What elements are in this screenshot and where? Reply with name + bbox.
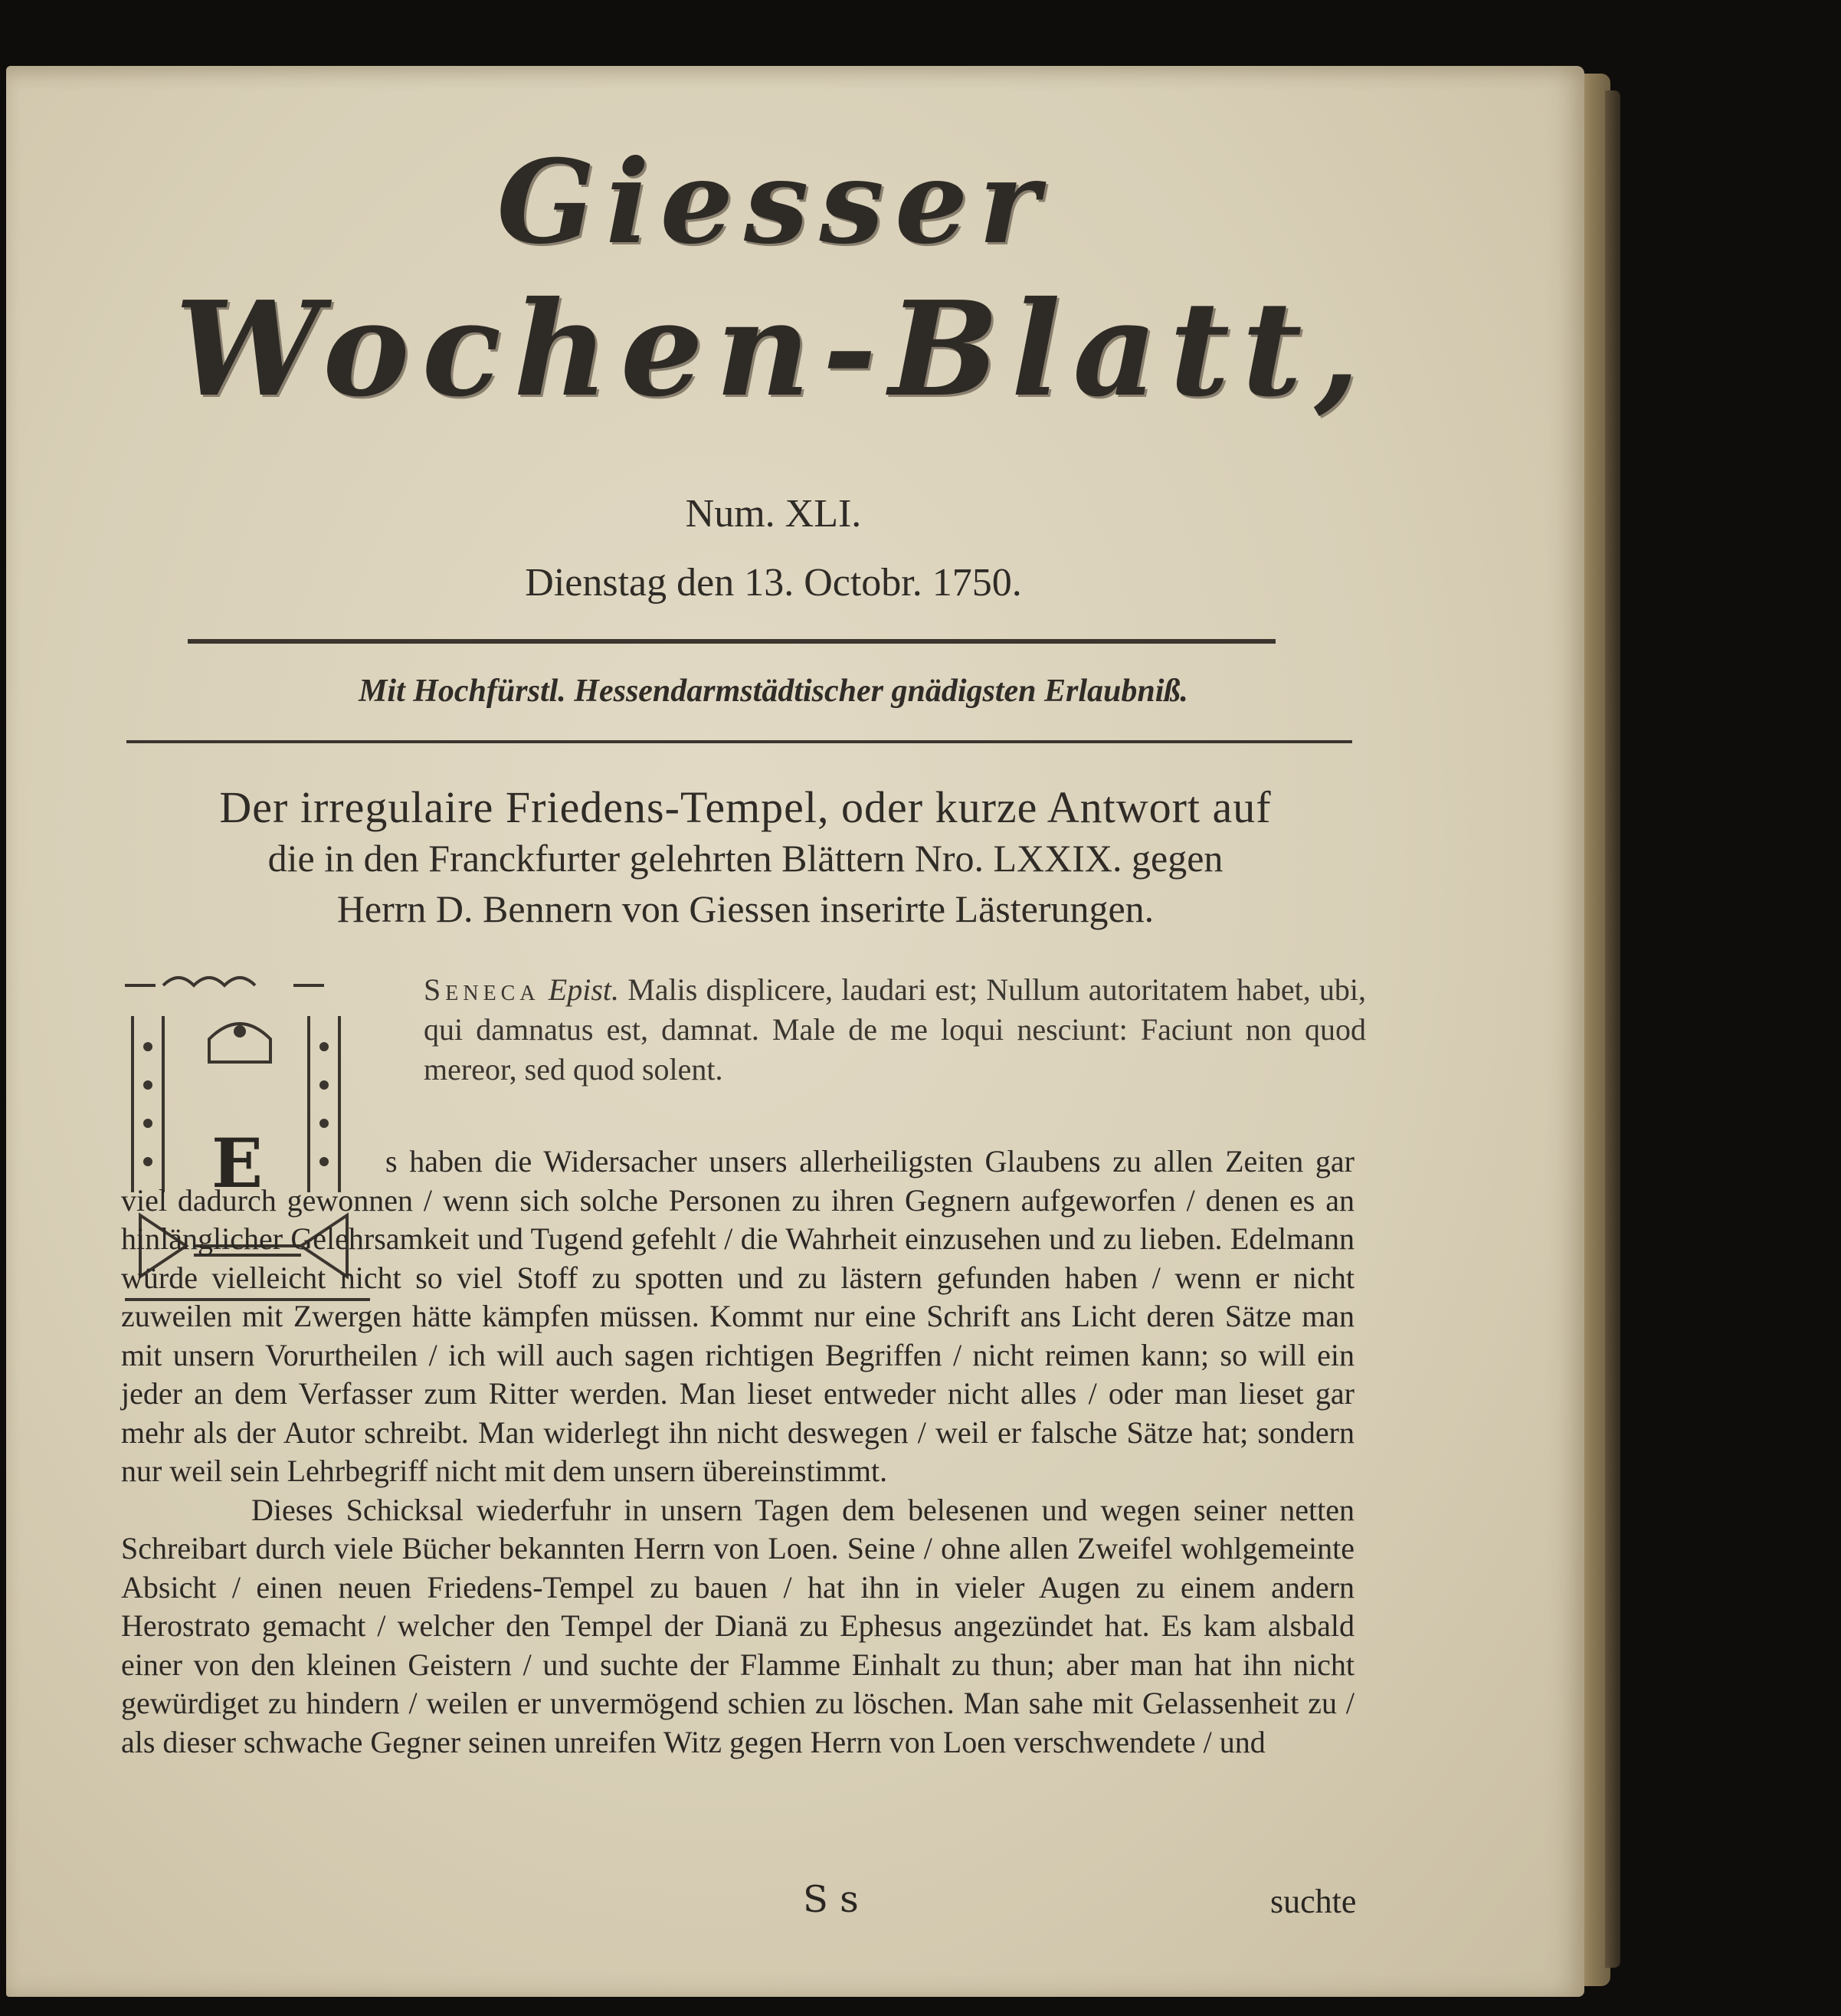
book-spine-shadow bbox=[1605, 90, 1620, 1968]
catchword: suchte bbox=[1270, 1883, 1357, 1920]
epigraph-author: Seneca bbox=[424, 972, 540, 1007]
issue-date: Dienstag den 13. Octobr. 1750. bbox=[525, 561, 1022, 605]
article-title-line2: die in den Franckfurter gelehrten Blättern Nro. LXXIX. gegen bbox=[267, 837, 1224, 880]
newspaper-page bbox=[6, 66, 1584, 1997]
printing-permission: Mit Hochfürstl. Hessendarmstädtischer gnädigsten Erlaubniß. bbox=[359, 674, 1188, 709]
epigraph-text: Malis displicere, laudari est; Nullum autoritatem habet, ubi, qui damnatus est, damnat. Male de me loqui nesciunt: Faciunt non quod mereor, sed quod solent. bbox=[424, 972, 1367, 1087]
article-body bbox=[121, 1142, 1355, 1762]
signature-mark: S s bbox=[803, 1878, 859, 1921]
epigraph bbox=[424, 970, 1366, 1090]
body-paragraph-1: s haben die Widersacher unsers allerheiligsten Glaubens zu allen Zeiten gar viel dadurch gewonnen / wenn sich solche Personen zu ihren Gegnern aufgeworfen / denen es an hinlänglicher Gelehrsamkeit und Tugend gefehlt / die Wahrheit einzusehen und zu lieben. Edelmann würde vielleicht nicht so viel Stoff zu spotten und zu lästern gefunden haben / wenn er nicht zuweilen mit Zwergen hätte kämpfen müssen. Kommt nur eine Schrift ans Licht deren Sätze man mit unsern Vorurtheilen / ich will auch sagen richtigen Begriffen / nicht reimen kann; so will ein jeder an dem Verfasser zum Ritter werden. Man lieset entweder nicht alles / oder man lieset gar mehr als der Autor schreibt. Man widerlegt ihn nicht deswegen / weil er falsche Sätze hat; sondern nur weil sein Lehrbegriff nicht mit dem unsern übereinstimmt. bbox=[121, 1144, 1355, 1488]
body-paragraph-2: Dieses Schicksal wiederfuhr in unsern Tagen dem belesenen und wegen seiner netten Schreibart durch viele Bücher bekannten Herrn von Loen. Seine / ohne allen Zweifel wohlgemeinte Absicht / einen neuen Friedens-Tempel zu bauen / hat ihn in vieler Augen zu einem andern Herostrato gemacht / welcher den Tempel der Dianä zu Ephesus angezündet hat. Es kam alsbald einer von den kleinen Geistern / und suchte der Flamme Einhalt zu thun; aber man hat ihn nicht gewürdiget zu hindern / weilen er unvermögend schien zu löschen. Man sahe mit Gelassenheit zu / als dieser schwache Gegner seinen unreifen Witz gegen Herrn von Loen verschwendete / und bbox=[121, 1492, 1355, 1759]
article-title-line3: Herrn D. Bennern von Giessen inserirte Lästerungen. bbox=[336, 887, 1155, 930]
masthead-title-line2: Wochen-Blatt, bbox=[175, 273, 1372, 426]
header-divider-top bbox=[188, 639, 1276, 644]
header-divider-bottom bbox=[126, 740, 1352, 743]
masthead-title-line1: Giesser bbox=[496, 135, 1050, 270]
issue-number: Num. XLI. bbox=[685, 492, 862, 536]
drop-cap-letter: E bbox=[211, 1123, 264, 1203]
epigraph-work: Epist. bbox=[548, 972, 620, 1007]
article-title-line1: Der irregulaire Friedens-Tempel, oder kurze Antwort auf bbox=[219, 782, 1272, 832]
article-title bbox=[121, 782, 1370, 934]
